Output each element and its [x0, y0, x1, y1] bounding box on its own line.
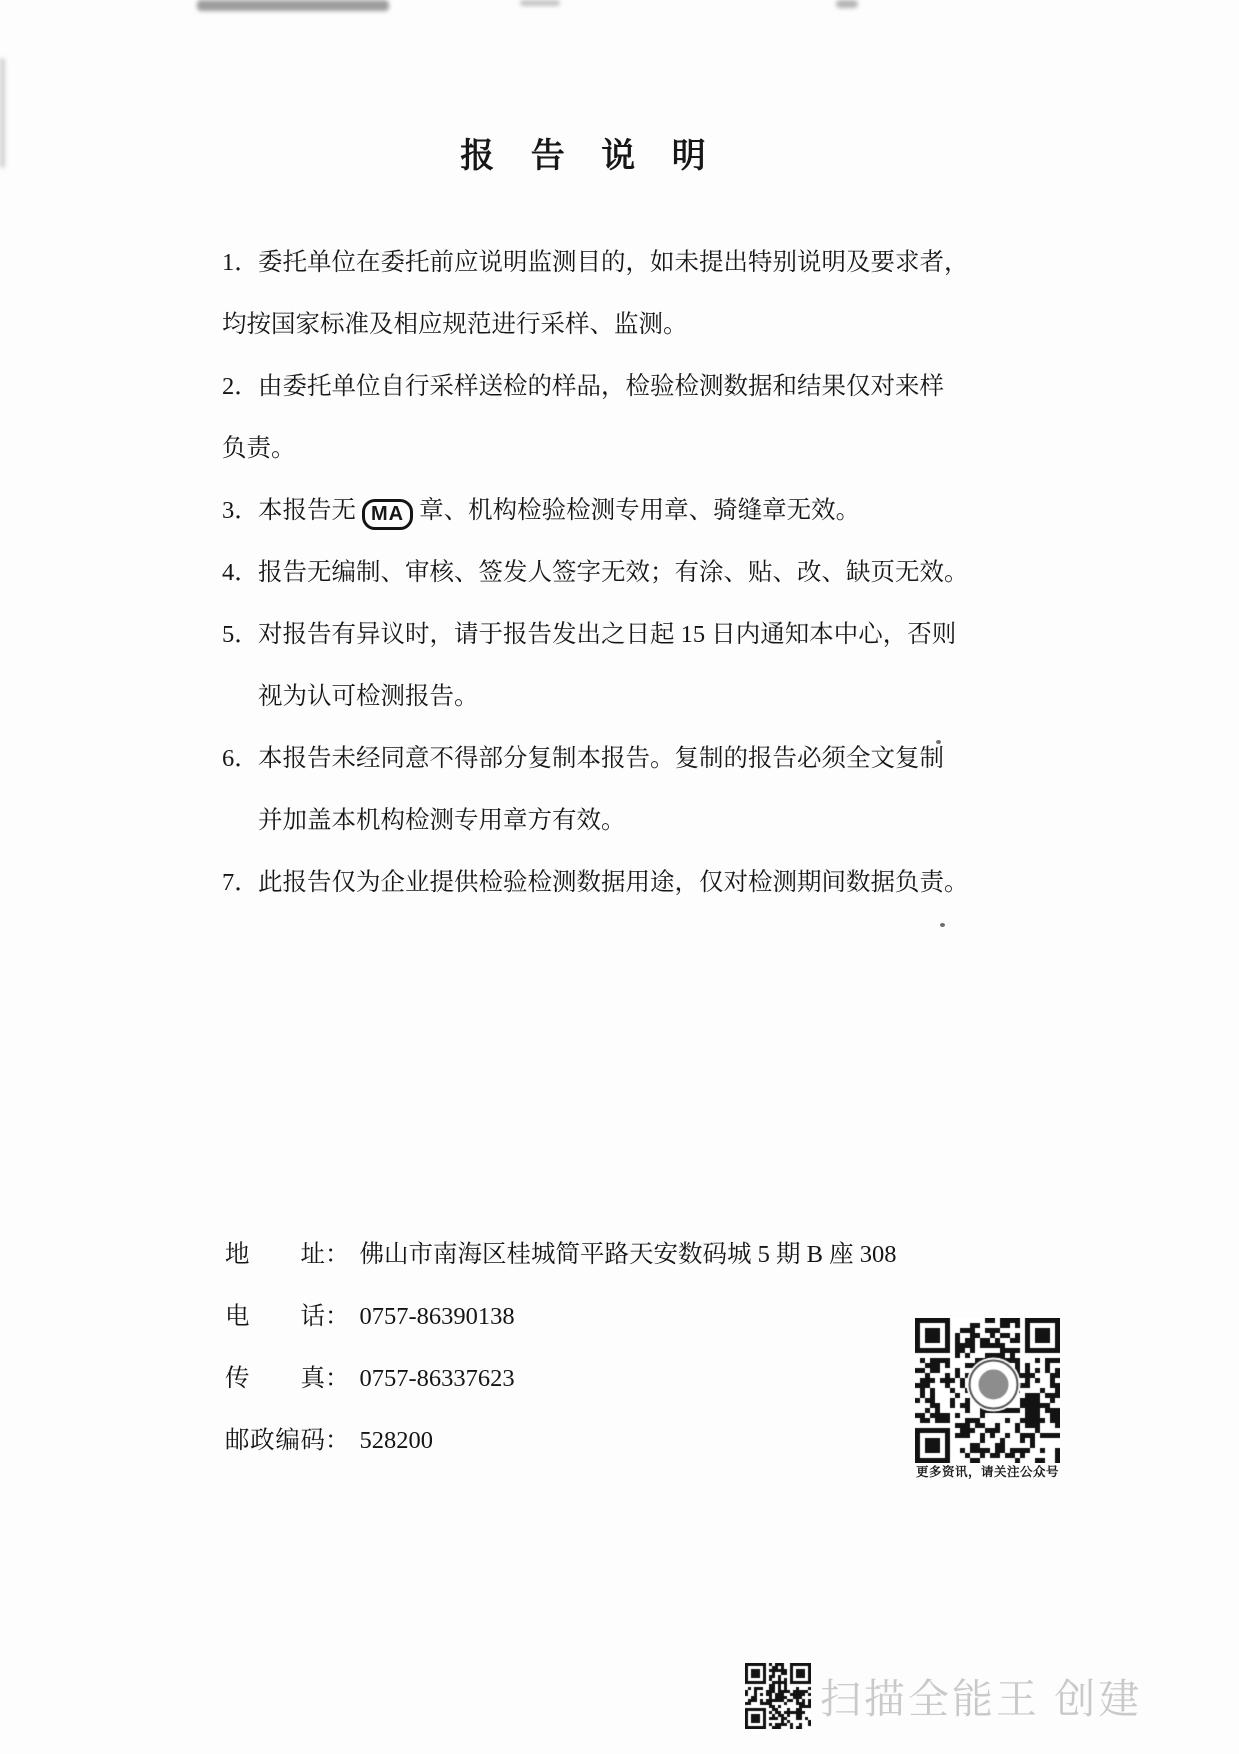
qr-caption: 更多资讯，请关注公众号: [915, 1465, 1059, 1479]
colon: ：: [325, 1427, 350, 1454]
item-text: 视为认可检测报告。: [258, 683, 479, 710]
cma-logo-icon: MA: [362, 499, 413, 530]
scan-speck: [940, 923, 945, 927]
notice-item-5: [222, 604, 1002, 666]
notice-item-1-cont: [222, 294, 1002, 356]
colon: ：: [325, 1365, 350, 1392]
address-value: 佛山市南海区桂城简平路天安数码城 5 期 B 座 308: [359, 1241, 897, 1268]
item-number: 6．: [222, 745, 259, 772]
phone-value: 0757-86390138: [359, 1303, 515, 1330]
colon: ：: [325, 1241, 350, 1268]
item-text: 负责。: [222, 435, 296, 462]
notice-item-7: [222, 852, 1002, 914]
address-label: 地址: [225, 1241, 325, 1268]
item-text: [258, 480, 860, 542]
item-number: 3．: [222, 497, 259, 524]
notice-item-4: [222, 542, 1002, 604]
item-number: 4．: [222, 559, 259, 586]
notice-item-2: [222, 356, 1002, 418]
colon: ：: [325, 1303, 350, 1330]
contact-row-address: [225, 1224, 896, 1286]
notice-item-6: [222, 728, 1002, 790]
notice-item-1: [222, 232, 1002, 294]
item-number: 5．: [222, 621, 259, 648]
item-text: 此报告仅为企业提供检验检测数据用途，仅对检测期间数据负责。: [258, 869, 969, 896]
item-text: 并加盖本机构检测专用章方有效。: [258, 807, 626, 834]
item-number: 2．: [222, 373, 259, 400]
scan-artifact: [197, 0, 389, 11]
item-text: 对报告有异议时，请于报告发出之日起 15 日内通知本中心，否则: [258, 621, 957, 648]
item-text: 本报告未经同意不得部分复制本报告。复制的报告必须全文复制: [258, 745, 944, 772]
notice-item-3: [222, 480, 1002, 542]
postcode-label: 邮政编码: [225, 1427, 325, 1454]
fax-label: 传真: [225, 1365, 325, 1392]
notice-item-2-cont: [222, 418, 1002, 480]
contact-row-fax: [225, 1348, 896, 1410]
fax-value: 0757-86337623: [359, 1365, 515, 1392]
item-number: 7．: [222, 869, 259, 896]
postcode-value: 528200: [359, 1427, 433, 1454]
notice-list: [222, 232, 1002, 914]
camscanner-watermark: 扫描全能王 创建: [820, 1676, 1143, 1722]
contact-row-phone: [225, 1286, 896, 1348]
scan-artifact: [836, 0, 858, 8]
camscanner-qr-code-icon: [745, 1663, 811, 1729]
notice-item-5-cont: [222, 666, 1002, 728]
item-text: 均按国家标准及相应规范进行采样、监测。: [222, 311, 688, 338]
wechat-qr-code-icon: [915, 1318, 1060, 1463]
contact-info: [225, 1224, 896, 1472]
item-text: 由委托单位自行采样送检的样品，检验检测数据和结果仅对来样: [258, 373, 944, 400]
item-text-before-cma: 本报告无: [258, 497, 356, 524]
scan-artifact: [520, 0, 560, 6]
notice-item-6-cont: [222, 790, 1002, 852]
item-text-after-cma: 章、机构检验检测专用章、骑缝章无效。: [419, 497, 861, 524]
contact-row-postcode: [225, 1410, 896, 1472]
page-title: 报 告 说 明: [460, 138, 720, 175]
item-text: 委托单位在委托前应说明监测目的，如未提出特别说明及要求者，: [258, 249, 969, 276]
phone-label: 电话: [225, 1303, 325, 1330]
item-text: 报告无编制、审核、签发人签字无效；有涂、贴、改、缺页无效。: [258, 559, 969, 586]
item-number: 1．: [222, 249, 259, 276]
